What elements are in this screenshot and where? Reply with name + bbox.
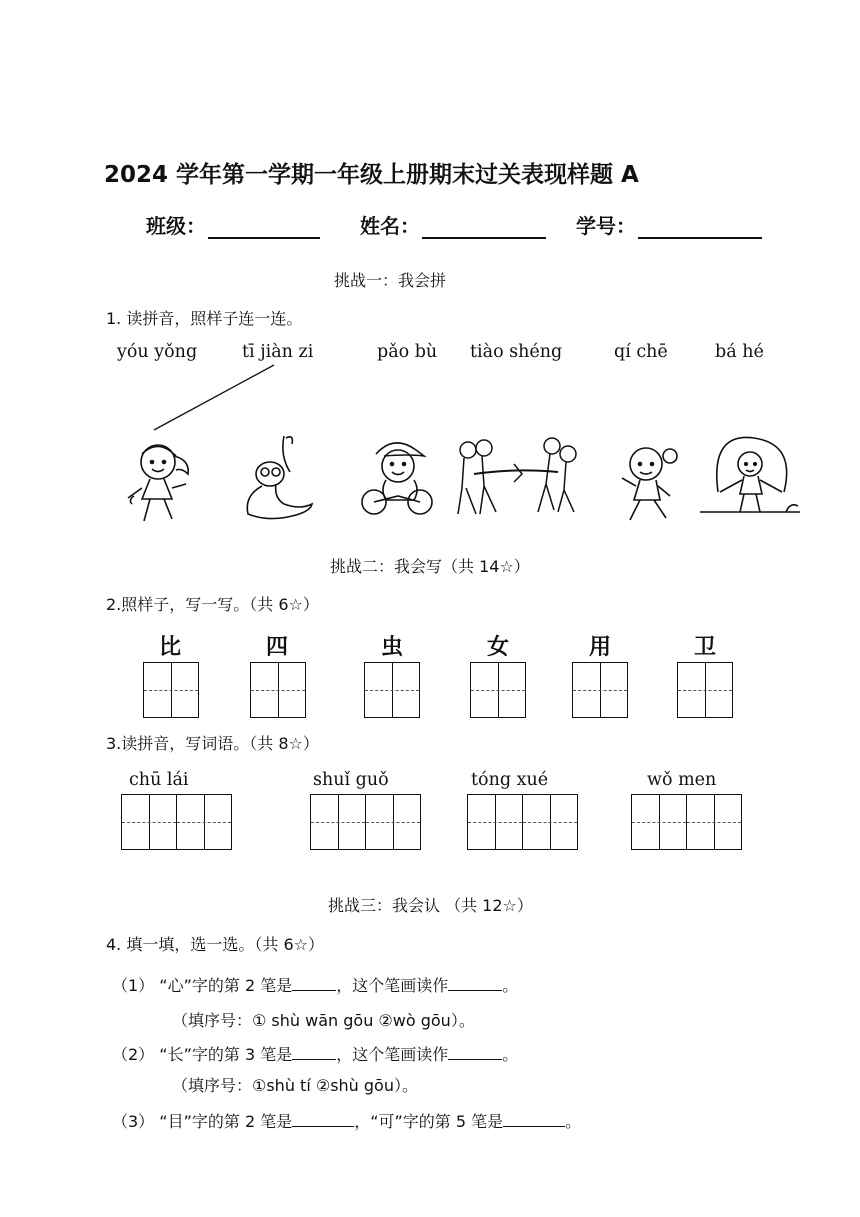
fill-item-2-blank-b[interactable] bbox=[448, 1041, 502, 1060]
running-girl-picture[interactable] bbox=[614, 440, 688, 524]
fill-item-3-blank-b[interactable] bbox=[503, 1108, 565, 1127]
writing-box-4[interactable] bbox=[470, 662, 526, 718]
char-4: 女 bbox=[487, 634, 510, 660]
fill-item-2-blank-a[interactable] bbox=[292, 1041, 336, 1060]
word-pinyin-2: shuǐ guǒ bbox=[313, 770, 389, 790]
fill-item-1-text-a: “心”字的第 2 笔是 bbox=[159, 976, 293, 995]
writing-box-2[interactable] bbox=[250, 662, 306, 718]
writing-box-6[interactable] bbox=[677, 662, 733, 718]
tug-of-war-picture[interactable] bbox=[454, 434, 584, 520]
char-1: 比 bbox=[159, 634, 182, 660]
fill-item-1-blank-b[interactable] bbox=[448, 972, 502, 991]
fill-item-3-text-a: “目”字的第 2 笔是 bbox=[159, 1112, 293, 1131]
swimming-girl-picture[interactable] bbox=[120, 436, 200, 532]
question-2: 2.照样子，写一写。（共 6☆） bbox=[106, 595, 319, 614]
word-box-3a[interactable] bbox=[467, 794, 523, 850]
word-box-4b[interactable] bbox=[686, 794, 742, 850]
fill-item-3 bbox=[112, 1108, 581, 1132]
pinyin-3: pǎo bù bbox=[377, 342, 438, 362]
fill-item-2 bbox=[112, 1041, 518, 1065]
word-pinyin-3: tóng xué bbox=[471, 770, 549, 790]
name-field bbox=[360, 210, 546, 239]
page-title: 2024 学年第一学期一年级上册期末过关表现样题 A bbox=[104, 162, 639, 188]
char-3: 虫 bbox=[381, 634, 404, 660]
word-pinyin-1: chū lái bbox=[129, 770, 189, 790]
jump-rope-picture[interactable] bbox=[700, 436, 800, 522]
fill-item-1-end: 。 bbox=[502, 976, 519, 995]
example-connect-line bbox=[150, 362, 280, 434]
word-box-4a[interactable] bbox=[631, 794, 687, 850]
pinyin-5: qí chē bbox=[614, 342, 668, 362]
section2-heading: 挑战二：我会写（共 14☆） bbox=[330, 557, 530, 576]
fill-item-2-end: 。 bbox=[502, 1045, 519, 1064]
fill-item-3-end: 。 bbox=[565, 1112, 582, 1131]
name-label: 姓名： bbox=[360, 214, 420, 238]
id-blank[interactable] bbox=[638, 215, 762, 239]
fill-item-3-no: （3） bbox=[112, 1112, 155, 1131]
fill-item-2-no: （2） bbox=[112, 1045, 155, 1064]
pinyin-1: yóu yǒng bbox=[117, 342, 198, 362]
question-4: 4. 填一填，选一选。（共 6☆） bbox=[106, 935, 324, 954]
fill-item-1-no: （1） bbox=[112, 976, 155, 995]
question-3: 3.读拼音，写词语。（共 8☆） bbox=[106, 734, 319, 753]
pinyin-4: tiào shéng bbox=[470, 342, 563, 362]
id-label: 学号： bbox=[576, 214, 636, 238]
section3-heading: 挑战三：我会认 （共 12☆） bbox=[328, 896, 533, 915]
char-2: 四 bbox=[266, 634, 289, 660]
fill-item-3-blank-a[interactable] bbox=[292, 1108, 354, 1127]
pinyin-6: bá hé bbox=[715, 342, 764, 362]
writing-box-5[interactable] bbox=[572, 662, 628, 718]
pinyin-2: tī jiàn zi bbox=[242, 342, 314, 362]
word-pinyin-4: wǒ men bbox=[647, 770, 717, 790]
fill-item-1 bbox=[112, 972, 518, 996]
fill-item-1-text-b: ，这个笔画读作 bbox=[336, 976, 449, 995]
cycling-boy-picture[interactable] bbox=[358, 434, 438, 518]
word-box-2b[interactable] bbox=[365, 794, 421, 850]
word-box-3b[interactable] bbox=[522, 794, 578, 850]
class-field bbox=[146, 210, 320, 239]
writing-box-3[interactable] bbox=[364, 662, 420, 718]
fill-item-2-hint: （填序号：①shù tí ②shù gōu）。 bbox=[172, 1076, 418, 1095]
question-1: 1. 读拼音，照样子连一连。 bbox=[106, 309, 303, 328]
class-label: 班级： bbox=[146, 214, 206, 238]
char-6: 卫 bbox=[694, 634, 717, 660]
fill-item-1-hint: （填序号：① shù wān gōu ②wò gōu）。 bbox=[172, 1011, 475, 1030]
name-blank[interactable] bbox=[422, 215, 546, 239]
fill-item-2-text-a: “长”字的第 3 笔是 bbox=[159, 1045, 293, 1064]
id-field bbox=[576, 210, 762, 239]
class-blank[interactable] bbox=[208, 215, 320, 239]
section1-heading: 挑战一：我会拼 bbox=[334, 271, 447, 290]
kicking-shuttlecock-picture[interactable] bbox=[236, 430, 324, 522]
fill-item-2-text-b: ，这个笔画读作 bbox=[336, 1045, 449, 1064]
char-5: 用 bbox=[589, 634, 612, 660]
word-box-1b[interactable] bbox=[176, 794, 232, 850]
fill-item-3-text-b: ，“可”字的第 5 笔是 bbox=[354, 1112, 504, 1131]
word-box-2a[interactable] bbox=[310, 794, 366, 850]
word-box-1a[interactable] bbox=[121, 794, 177, 850]
fill-item-1-blank-a[interactable] bbox=[292, 972, 336, 991]
writing-box-1[interactable] bbox=[143, 662, 199, 718]
